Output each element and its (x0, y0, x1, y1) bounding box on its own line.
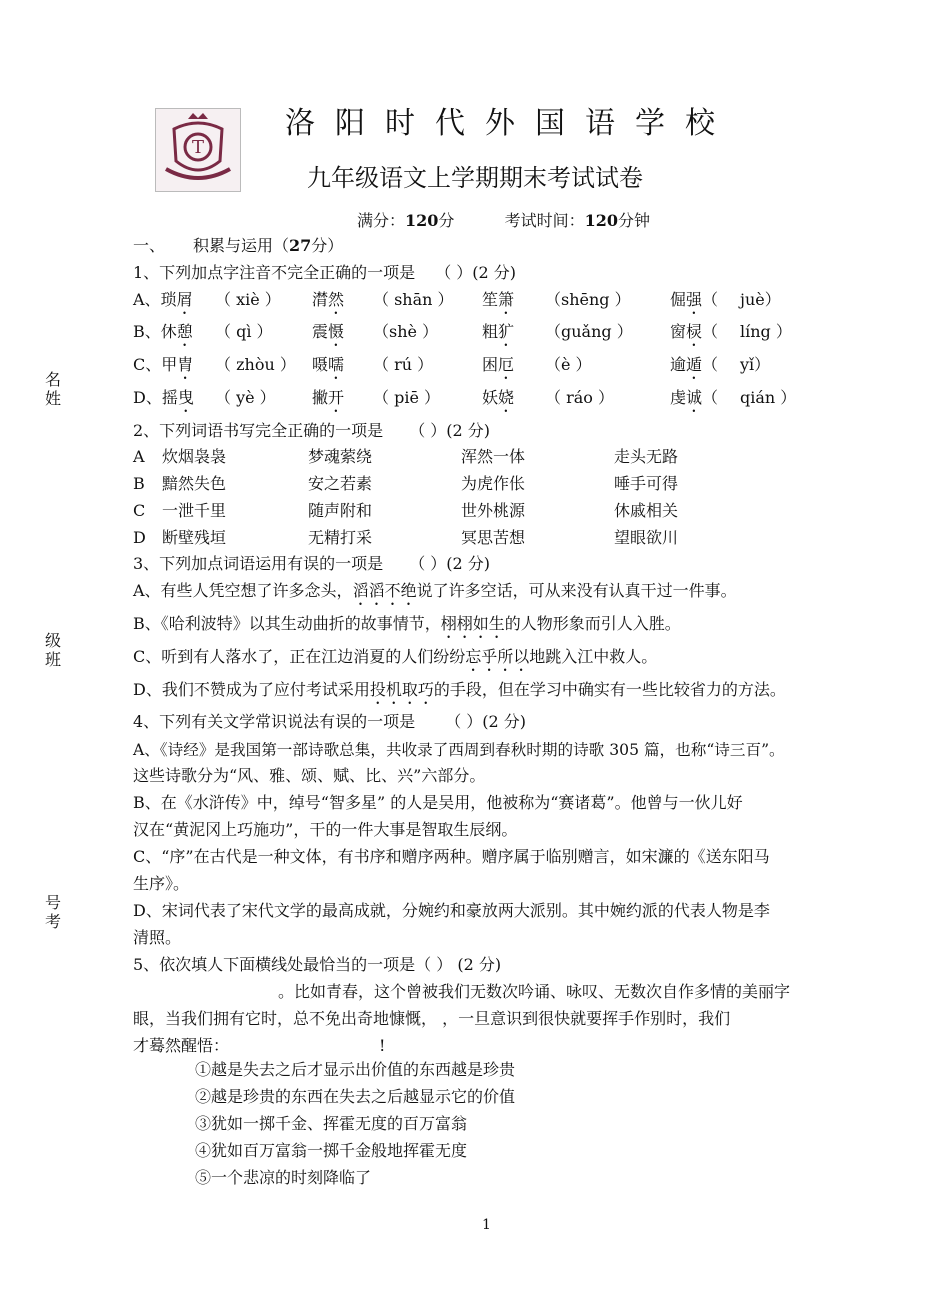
q3-option-d (133, 680, 786, 708)
q2-row-0-cell-0: A (133, 447, 145, 466)
q1-stem-text: 1、下列加点字注音不完全正确的一项是 (133, 263, 416, 282)
q2-row-0-cell-4: 走头无路 (614, 447, 679, 466)
q1-row-3-cell-4: 妖娆 (482, 388, 515, 407)
q3-option-b (133, 614, 681, 642)
q1-row-3-cell-1: （ yè ） (215, 388, 276, 407)
dotted-char: 棂 (686, 322, 703, 341)
q2-row-3-cell-2: 无精打采 (308, 528, 373, 547)
q1-row-3-cell-3: （ piē ） (373, 388, 441, 407)
time-value: 120 (584, 211, 619, 230)
q2-row-3-cell-1: 断壁残垣 (162, 528, 227, 547)
q2-row-2-cell-1: 一泄千里 (162, 501, 227, 520)
q2-stem (133, 421, 490, 441)
sidebar-name-label: 名姓 (44, 370, 61, 408)
section-title: 积累与运用（ (193, 236, 290, 255)
q1-row-1-cell-3: （shè ） (373, 322, 439, 341)
q5-option-5: ⑤一个悲凉的时刻降临了 (195, 1168, 372, 1187)
time-label: 考试时间： (504, 211, 585, 230)
dotted-char: 屑 (176, 290, 193, 309)
q1-row-2-cell-3: （ rú ） (373, 355, 434, 374)
q3-a-dotted: 滔滔不绝 (352, 581, 417, 600)
q5-passage-line1: 。比如青春，这个曾被我们无数次吟诵、咏叹、无数次自作多情的美丽字 (278, 982, 791, 1001)
q1-row-1-cell-5: （guǎng ） (545, 322, 633, 341)
q1-row-2-cell-6: 逾遁（ (670, 355, 719, 374)
section-score: 27 (289, 236, 312, 255)
q4-a-line1: A、《诗经》是我国第一部诗歌总集，共收录了西周到春秋时期的诗歌 305 篇，也称“诗三百”。 (133, 741, 785, 759)
q2-row-3-cell-3: 冥思苦想 (461, 528, 526, 547)
full-score-value: 120 (405, 211, 439, 230)
q2-row-0-cell-1: 炊烟袅袅 (162, 447, 227, 466)
q3-option-a (133, 581, 737, 609)
q1-row-1-cell-4: 粗犷 (482, 322, 515, 341)
q3-stem (133, 554, 490, 574)
q5-passage-end: ! (379, 1036, 386, 1055)
q5-option-1: ①越是失去之后才显示出价值的东西越是珍贵 (195, 1060, 516, 1079)
page-number: 1 (482, 1217, 491, 1233)
dotted-char: 诚 (686, 388, 703, 407)
exam-title: 九年级语文上学期期末考试试卷 (307, 164, 643, 192)
dotted-char: 慑 (328, 322, 345, 341)
q5-stem: 5、依次填人下面横线处最恰当的一项是（ ） (2 分) (133, 955, 502, 974)
q1-row-1-cell-1: （ qì ） (215, 322, 273, 341)
q3-answer-paren: （ ）(2 分) (409, 554, 491, 573)
q3-d-dotted: 投机取巧 (369, 680, 434, 699)
q1-row-0-cell-2: 潸然 (312, 290, 345, 309)
q4-c-line2: 生序》。 (133, 874, 190, 893)
dotted-char: 憩 (176, 322, 193, 341)
q3-option-c (133, 647, 657, 675)
q1-stem (133, 263, 516, 283)
q4-stem (133, 712, 526, 732)
q2-row-2-cell-4: 休戚相关 (614, 501, 679, 520)
q1-row-0-cell-1: （ xiè ） (215, 290, 281, 309)
time-unit: 分钟 (618, 211, 651, 230)
q3-a-text: A、有些人凭空想了许多念头， (133, 581, 353, 600)
q4-a-line2: 这些诗歌分为“风、雅、颂、赋、比、兴”六部分。 (133, 766, 486, 785)
sidebar-number-label: 号考 (44, 893, 61, 931)
q4-b-line1: B、在《水浒传》中，绰号“智多星” 的人是吴用，他被称为“赛诸葛”。他曾与一伙儿好 (133, 793, 743, 812)
dotted-char: 犷 (498, 322, 515, 341)
q2-row-1-cell-4: 唾手可得 (614, 474, 679, 493)
q3-a-rest: 说了许多空话，可从来没有认真干过一件事。 (416, 581, 737, 600)
q4-stem-text: 4、下列有关文学常识说法有误的一项是 (133, 712, 416, 731)
school-logo (155, 108, 241, 192)
full-score-unit: 分 (438, 211, 455, 230)
q3-stem-text: 3、下列加点词语运用有误的一项是 (133, 554, 384, 573)
q1-row-3-cell-0: D、摇曳 (133, 388, 194, 407)
q3-c-dotted: 忘乎所以 (465, 647, 530, 666)
exam-meta (357, 208, 650, 231)
q3-b-rest: 的人物形象而引人入胜。 (504, 614, 681, 633)
q1-row-1-cell-7: líng ） (740, 322, 792, 341)
dotted-char: 遁 (686, 355, 703, 374)
q1-row-0-cell-6: 倔强（ (670, 290, 719, 309)
q2-row-1-cell-2: 安之若素 (308, 474, 373, 493)
full-score-label: 满分： (357, 211, 406, 230)
q2-row-1-cell-3: 为虎作伥 (461, 474, 526, 493)
dotted-char: 胄 (177, 355, 194, 374)
q2-row-0-cell-3: 浑然一体 (461, 447, 526, 466)
dotted-char: 厄 (498, 355, 515, 374)
q4-d-line2: 清照。 (133, 928, 182, 947)
q1-row-0-cell-7: juè） (740, 290, 781, 309)
q4-b-line2: 汉在“黄泥冈上巧施功”，干的一件大事是智取生辰纲。 (133, 820, 518, 839)
q1-row-2-cell-1: （ zhòu ） (215, 355, 296, 374)
q1-row-2-cell-7: yǐ） (740, 355, 771, 374)
q2-stem-text: 2、下列词语书写完全正确的一项是 (133, 421, 384, 440)
q1-row-3-cell-5: （ ráo ） (545, 388, 614, 407)
q4-answer-paren: （ ）(2 分) (445, 712, 527, 731)
q1-row-0-cell-5: （shēng ） (545, 290, 631, 309)
school-name: 洛阳时代外国语学校 (285, 106, 735, 141)
q1-row-3-cell-2: 撇开 (312, 388, 345, 407)
logo-letter: T (191, 137, 205, 158)
q2-row-1-cell-1: 黯然失色 (162, 474, 227, 493)
q1-answer-paren: （ ）(2 分) (435, 263, 517, 282)
q5-passage-text: 才蓦然醒悟： (133, 1036, 230, 1055)
q2-row-3-cell-0: D (133, 528, 146, 547)
q1-row-2-cell-2: 嗫嚅 (312, 355, 345, 374)
q2-row-2-cell-3: 世外桃源 (461, 501, 526, 520)
q2-row-3-cell-4: 望眼欲川 (614, 528, 679, 547)
q5-passage-line2: 眼，当我们拥有它时，总不免出奇地慷慨， ，一旦意识到很快就要挥手作别时，我们 (133, 1009, 731, 1028)
q1-row-0-cell-3: （ shān ） (373, 290, 454, 309)
q2-row-2-cell-2: 随声附和 (308, 501, 373, 520)
q3-d-text: D、我们不赞成为了应付考试采用 (133, 680, 370, 699)
q2-row-2-cell-0: C (133, 501, 146, 520)
q3-d-rest: 的手段，但在学习中确实有一些比较省力的方法。 (433, 680, 786, 699)
q1-row-2-cell-5: （è ） (545, 355, 592, 374)
dotted-char: 然 (328, 290, 345, 309)
q1-row-0-cell-0: A、琐屑 (133, 290, 193, 309)
q3-c-text: C、听到有人落水了，正在江边消夏的人们纷纷 (133, 647, 466, 666)
school-crest-icon (156, 109, 240, 191)
q1-row-2-cell-0: C、甲胄 (133, 355, 194, 374)
q1-row-1-cell-0: B、休憩 (133, 322, 193, 341)
q2-answer-paren: （ ）(2 分) (409, 421, 491, 440)
q2-row-0-cell-2: 梦魂萦绕 (308, 447, 373, 466)
dotted-char: 开 (328, 388, 345, 407)
q5-option-4: ④犹如百万富翁一掷千金般地挥霍无度 (195, 1141, 468, 1160)
q1-row-1-cell-6: 窗棂（ (670, 322, 719, 341)
dotted-char: 娆 (498, 388, 515, 407)
q1-row-3-cell-6: 虔诚（ (670, 388, 719, 407)
section-heading (133, 236, 343, 256)
q5-option-2: ②越是珍贵的东西在失去之后越显示它的价值 (195, 1087, 516, 1106)
section-title-end: 分） (311, 236, 344, 255)
q4-d-line1: D、宋词代表了宋代文学的最高成就，分婉约和豪放两大派别。其中婉约派的代表人物是李 (133, 901, 770, 920)
q3-b-dotted: 栩栩如生 (440, 614, 505, 633)
dotted-char: 强 (686, 290, 703, 309)
q2-row-1-cell-0: B (133, 474, 145, 493)
q1-row-3-cell-7: qián ） (740, 388, 797, 407)
q1-row-1-cell-2: 震慑 (312, 322, 345, 341)
q5-option-3: ③犹如一掷千金、挥霍无度的百万富翁 (195, 1114, 468, 1133)
dotted-char: 曳 (177, 388, 194, 407)
sidebar-class-label: 级班 (44, 631, 61, 669)
q4-c-line1: C、“序”在古代是一种文体，有书序和赠序两种。赠序属于临别赠言，如宋濂的《送东阳马 (133, 847, 770, 866)
section-number: 一、 (133, 236, 166, 255)
q1-row-2-cell-4: 困厄 (482, 355, 515, 374)
dotted-char: 嚅 (328, 355, 345, 374)
q1-row-0-cell-4: 笙箫 (482, 290, 515, 309)
q5-passage-line3 (133, 1036, 385, 1056)
q3-b-text: B、《哈利波特》以其生动曲折的故事情节， (133, 614, 441, 633)
q3-c-rest: 地跳入江中救人。 (529, 647, 658, 666)
dotted-char: 箫 (498, 290, 515, 309)
